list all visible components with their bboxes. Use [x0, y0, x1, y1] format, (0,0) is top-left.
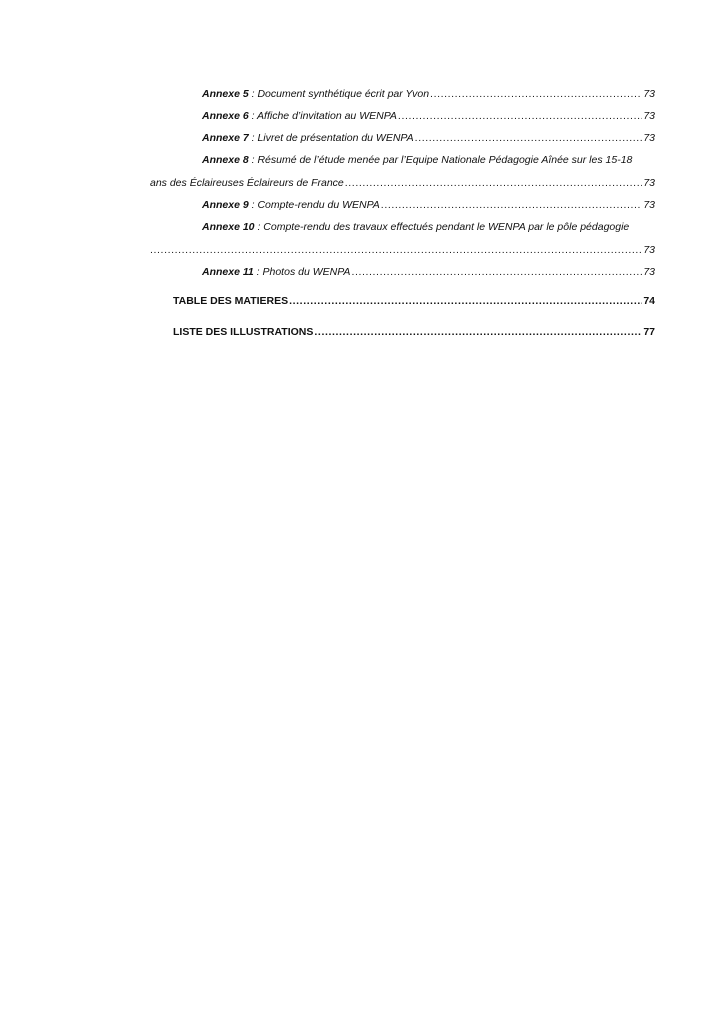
dot-leader — [345, 175, 643, 191]
page-number: 73 — [643, 177, 655, 189]
dot-leader — [381, 197, 643, 213]
annex-label: Annexe 7 — [202, 132, 249, 144]
toc-entry-text — [202, 86, 429, 102]
toc-entry-annexe-10-line2[interactable] — [150, 242, 655, 258]
dot-leader — [398, 108, 642, 124]
annex-title: : Compte-rendu du WENPA — [248, 199, 380, 211]
dot-leader — [430, 86, 642, 102]
dot-leader — [150, 242, 642, 258]
annex-title: : Photos du WENPA — [253, 266, 351, 278]
page-number: 73 — [643, 244, 655, 256]
page-number: 73 — [643, 110, 655, 122]
page-number: 77 — [643, 326, 655, 338]
annex-title: : Affiche d’invitation au WENPA — [248, 110, 397, 122]
toc-entry-text — [202, 197, 380, 213]
annex-label: Annexe 11 — [202, 266, 254, 278]
toc-entry-annexe-8-line2[interactable] — [150, 175, 655, 191]
toc-entry-annexe-8-line1[interactable] — [202, 152, 632, 168]
annex-title: : Compte-rendu des travaux effectués pendant le WENPA par le pôle pédagogie — [254, 221, 630, 233]
page-number: 73 — [643, 199, 655, 211]
annex-label: Annexe 9 — [202, 199, 249, 211]
page-number: 73 — [643, 132, 655, 144]
toc-entry-annexe-5[interactable] — [202, 86, 655, 102]
annex-label: Annexe 8 — [202, 154, 249, 166]
toc-entry-annexe-10-line1[interactable] — [202, 219, 629, 235]
section-title: LISTE DES ILLUSTRATIONS — [173, 326, 314, 338]
dot-leader — [314, 324, 642, 340]
annex-label: Annexe 10 — [202, 221, 255, 233]
annex-title-continued: ans des Éclaireuses Éclaireurs de France — [150, 177, 344, 189]
toc-entry-table-des-matieres[interactable] — [173, 293, 655, 309]
page-number: 73 — [643, 88, 655, 100]
toc-entry-liste-des-illustrations[interactable] — [173, 324, 655, 340]
annex-title: : Résumé de l’étude menée par l’Equipe Nationale Pédagogie Aînée sur les 15-18 — [248, 154, 633, 166]
toc-entry-annexe-11[interactable] — [202, 264, 655, 280]
toc-entry-annexe-6[interactable] — [202, 108, 655, 124]
toc-entry-text — [202, 130, 414, 146]
toc-entry-annexe-9[interactable] — [202, 197, 655, 213]
toc-entry-annexe-7[interactable] — [202, 130, 655, 146]
section-title: TABLE DES MATIERES — [173, 295, 289, 307]
dot-leader — [289, 293, 642, 309]
dot-leader — [351, 264, 642, 280]
annex-label: Annexe 6 — [202, 110, 249, 122]
annex-title: : Document synthétique écrit par Yvon — [248, 88, 430, 100]
toc-entry-text — [202, 108, 397, 124]
page-number: 73 — [643, 266, 655, 278]
toc-entry-text — [202, 264, 350, 280]
annex-title: : Livret de présentation du WENPA — [248, 132, 414, 144]
page-number: 74 — [643, 295, 655, 307]
annex-label: Annexe 5 — [202, 88, 249, 100]
dot-leader — [415, 130, 643, 146]
